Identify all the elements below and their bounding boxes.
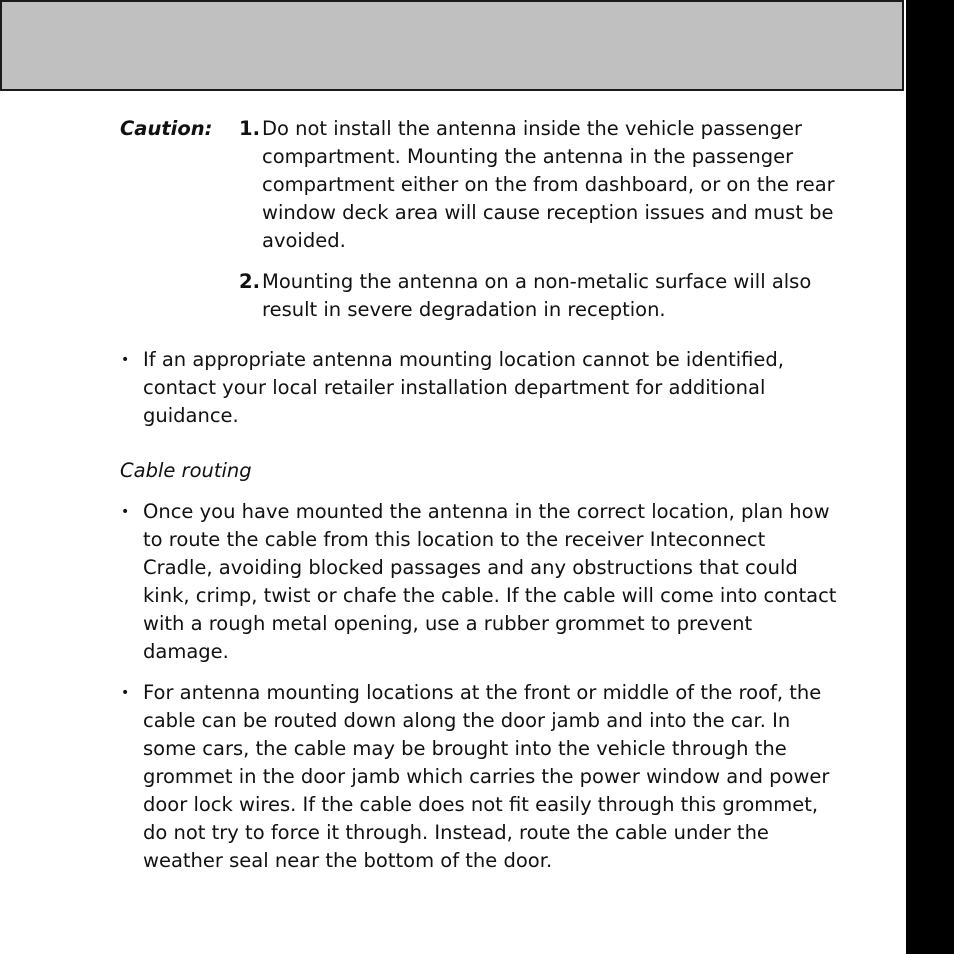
caution-item-number: 2. xyxy=(239,270,260,293)
header-band xyxy=(0,0,904,91)
caution-item-number: 1. xyxy=(239,117,260,140)
document-body xyxy=(120,115,840,875)
caution-item-text: Mounting the antenna on a non-metalic surface will also result in severe degradation in reception. xyxy=(262,270,812,321)
caution-block xyxy=(120,115,840,324)
section-heading: Cable routing xyxy=(120,459,252,482)
bullet-item: • If an appropriate antenna mounting location cannot be identified, contact your local retailer installation department for additional guidance. xyxy=(120,346,840,430)
page-edge-tab xyxy=(906,0,954,954)
bullet-item: • Once you have mounted the antenna in the correct location, plan how to route the cable from this location to the receiver Inteconnect Cradle, avoiding blocked passages and any obstructions that could kink, crimp, twist or chafe the cable. If the cable will come into contact with a rough metal opening, use a rubber grommet to prevent damage. xyxy=(120,498,840,666)
caution-item-2 xyxy=(120,268,840,324)
caution-item-1 xyxy=(120,115,840,255)
bullet-item: • For antenna mounting locations at the front or middle of the roof, the cable can be routed down along the door jamb and into the car. In some cars, the cable may be brought into the vehicle through the grommet in the door jamb which carries the power window and power door lock wires. If the cable does not fit easily through this grommet, do not try to force it through. Instead, route the cable under the weather seal near the bottom of the door. xyxy=(120,679,840,875)
caution-label: Caution: xyxy=(120,117,213,140)
caution-item-text: Do not install the antenna inside the vehicle passenger compartment. Mounting the antenna in the passenger compartment either on the from dashboard, or on the rear window deck area will cause reception issues and must be avoided. xyxy=(262,117,835,252)
